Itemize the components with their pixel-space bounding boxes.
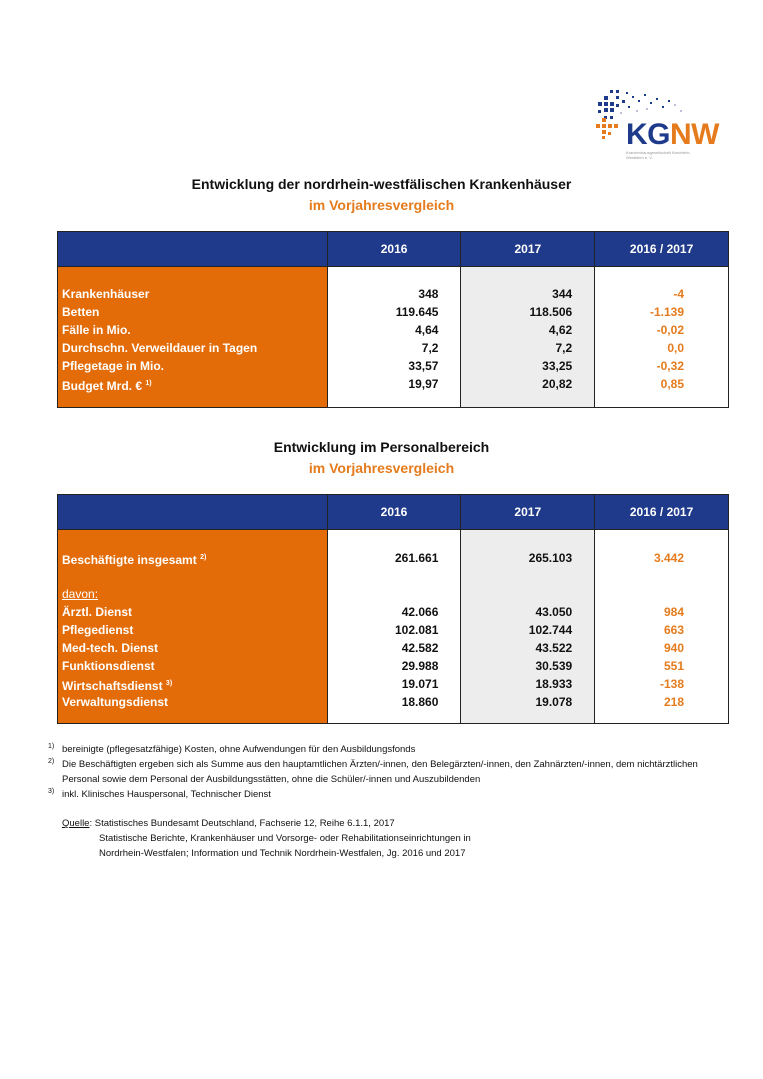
footnote-ref: 1) bbox=[145, 380, 152, 387]
value-2016: 19.071 bbox=[401, 677, 439, 691]
kgnw-logo bbox=[596, 88, 719, 160]
value-diff: 0,85 bbox=[660, 377, 684, 391]
value-2016: 29.988 bbox=[401, 659, 439, 673]
section1-title: Entwicklung der nordrhein-westfälischen Krankenhäuser bbox=[191, 176, 572, 192]
value-diff: -138 bbox=[659, 677, 684, 691]
value-2016: 119.645 bbox=[395, 305, 439, 319]
personnel-table bbox=[57, 494, 729, 724]
value-2017: 20,82 bbox=[542, 377, 573, 391]
value-diff: 984 bbox=[663, 605, 684, 619]
value-2016: 33,57 bbox=[408, 359, 439, 373]
source-line2: Statistische Berichte, Krankenhäuser und Vorsorge- oder Rehabilitationseinrichtungen in bbox=[99, 833, 471, 844]
value-2017: 43.522 bbox=[535, 641, 573, 655]
value-2016: 19,97 bbox=[408, 377, 439, 391]
value-2017: 344 bbox=[552, 287, 573, 301]
footnote-ref: 3) bbox=[165, 680, 173, 687]
row-label: Krankenhäuser bbox=[62, 287, 150, 301]
value-2016: 18.860 bbox=[401, 695, 439, 709]
footnote-mark: 1) bbox=[48, 743, 55, 750]
col-2017-values bbox=[461, 530, 595, 724]
row-label: Funktionsdienst bbox=[62, 659, 155, 673]
total-2017: 265.103 bbox=[528, 551, 573, 565]
value-2017: 102.744 bbox=[528, 623, 573, 637]
source-label: Quelle bbox=[62, 818, 90, 829]
value-2016: 102.081 bbox=[395, 623, 439, 637]
header-2016: 2016 bbox=[327, 232, 461, 267]
davon-label: davon: bbox=[62, 587, 99, 601]
section1-subtitle: im Vorjahresvergleich bbox=[308, 197, 455, 213]
source-line3: Nordrhein-Westfalen; Information und Technik Nordrhein-Westfalen, Jg. 2016 und 2017 bbox=[99, 848, 466, 859]
value-2017: 4,62 bbox=[548, 323, 573, 337]
row-labels bbox=[58, 267, 328, 408]
row-labels bbox=[58, 530, 328, 724]
value-diff: -1.139 bbox=[649, 305, 684, 319]
header-blank bbox=[58, 232, 328, 267]
row-label: Wirtschaftsdienst $^{3)}$ bbox=[62, 679, 173, 693]
row-label: Budget Mrd. € $^{1)}$ bbox=[62, 379, 152, 393]
header-diff: 2016 / 2017 bbox=[595, 495, 729, 530]
total-diff: 3.442 bbox=[653, 551, 684, 565]
logo-wordmark: KGNW bbox=[626, 118, 719, 151]
hospital-table bbox=[57, 231, 729, 408]
value-diff: -0,02 bbox=[656, 323, 684, 337]
col-2017-values bbox=[461, 267, 595, 408]
value-2017: 18.933 bbox=[535, 677, 573, 691]
section2-title: Entwicklung im Personalbereich bbox=[273, 439, 490, 455]
value-diff: -0,32 bbox=[656, 359, 684, 373]
footnote-mark: 3) bbox=[48, 788, 55, 795]
total-2016: 261.661 bbox=[395, 551, 439, 565]
col-2016-values bbox=[327, 530, 461, 724]
value-2017: 33,25 bbox=[542, 359, 573, 373]
value-2016: 348 bbox=[418, 287, 439, 301]
header-2017: 2017 bbox=[461, 495, 595, 530]
value-diff: 551 bbox=[663, 659, 684, 673]
value-2016: 42.582 bbox=[401, 641, 439, 655]
total-label: Beschäftigte insgesamt $^{2)}$ bbox=[62, 553, 207, 567]
col-diff-values bbox=[595, 530, 729, 724]
header-2017: 2017 bbox=[461, 232, 595, 267]
value-2016: 42.066 bbox=[401, 605, 439, 619]
value-diff: 0,0 bbox=[667, 341, 684, 355]
row-label: Pflegedienst bbox=[62, 623, 134, 637]
row-label: Ärztl. Dienst bbox=[62, 605, 133, 619]
header-diff: 2016 / 2017 bbox=[595, 232, 729, 267]
value-diff: 663 bbox=[663, 623, 684, 637]
footnote bbox=[48, 787, 728, 802]
footnote-text: Die Beschäftigten ergeben sich als Summe aus den hauptamtlichen Ärzten/-innen, den Belegärzten/-innen, den Zahnärzten/-innen, dem nichtärztlichen Personal sowie dem Personal der Ausbildungsstätten, ohne die Schüler/-innen und Auszubildenden bbox=[62, 759, 698, 785]
value-2016: 4,64 bbox=[415, 323, 439, 337]
footnote-mark: 2) bbox=[48, 758, 55, 765]
row-label: Fälle in Mio. bbox=[62, 323, 131, 337]
value-diff: 218 bbox=[663, 695, 684, 709]
footnote-text: inkl. Klinisches Hauspersonal, Technischer Dienst bbox=[62, 789, 271, 800]
value-2017: 30.539 bbox=[535, 659, 573, 673]
value-2017: 43.050 bbox=[535, 605, 573, 619]
row-label: Durchschn. Verweildauer in Tagen bbox=[62, 341, 258, 355]
value-diff: -4 bbox=[673, 287, 684, 301]
footnotes bbox=[48, 742, 728, 802]
value-2017: 7,2 bbox=[555, 341, 573, 355]
footnote bbox=[48, 757, 728, 787]
value-2017: 118.506 bbox=[529, 305, 573, 319]
row-label: Med-tech. Dienst bbox=[62, 641, 159, 655]
header-2016: 2016 bbox=[327, 495, 461, 530]
row-label: Verwaltungsdienst bbox=[62, 695, 169, 709]
section2-subtitle: im Vorjahresvergleich bbox=[308, 460, 455, 476]
header-blank bbox=[58, 495, 328, 530]
value-2017: 19.078 bbox=[535, 695, 573, 709]
source-note bbox=[62, 816, 722, 861]
source-line1: : Statistisches Bundesamt Deutschland, Fachserie 12, Reihe 6.1.1, 2017 bbox=[89, 818, 395, 829]
table-header-row bbox=[58, 232, 729, 267]
value-2016: 7,2 bbox=[421, 341, 439, 355]
logo-tagline: Krankenhausgesellschaft Nordrhein-Westfalen e. V. bbox=[626, 150, 691, 160]
row-label: Betten bbox=[62, 305, 100, 319]
value-diff: 940 bbox=[663, 641, 684, 655]
footnote-text: bereinigte (pflegesatzfähige) Kosten, ohne Aufwendungen für den Ausbildungsfonds bbox=[62, 744, 416, 755]
col-diff-values bbox=[595, 267, 729, 408]
footnote bbox=[48, 742, 728, 757]
col-2016-values bbox=[327, 267, 461, 408]
row-label: Pflegetage in Mio. bbox=[62, 359, 165, 373]
table-header-row bbox=[58, 495, 729, 530]
